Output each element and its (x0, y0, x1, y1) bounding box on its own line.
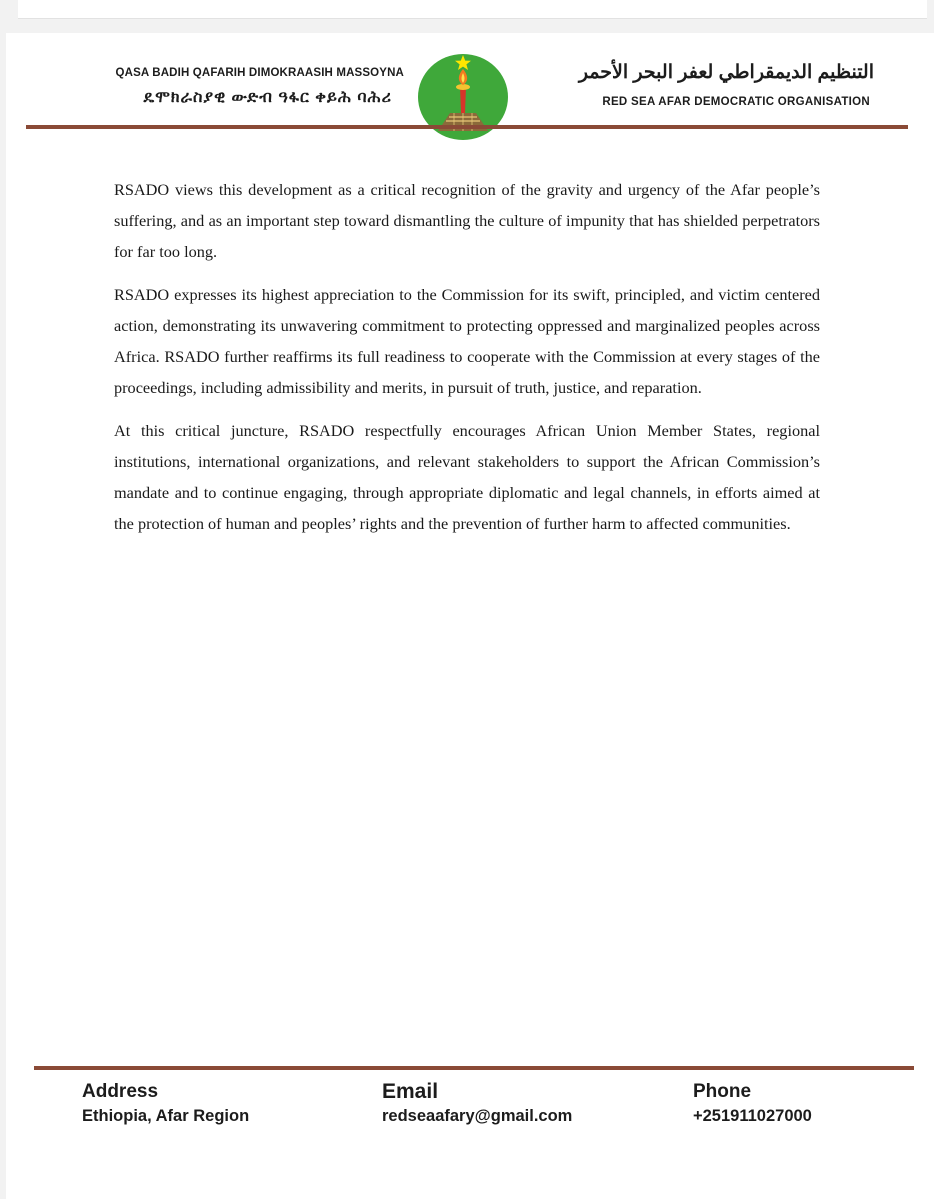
email-label: Email (382, 1080, 439, 1103)
paragraph: RSADO expresses its highest appreciation to the Commission for its swift, principled, and victim centered action, demonstrating its unwavering commitment to protecting oppressed and marginalized peoples across Africa. RSADO further reaffirms its full readiness to cooperate with the Commission at every stages of the proceedings, including admissibility and merits, in pursuit of truth, justice, and reparation. (114, 285, 820, 397)
address-label: Address (82, 1081, 159, 1102)
footer-email (382, 1080, 572, 1127)
paragraph: RSADO views this development as a critical recognition of the gravity and urgency of the Afar people’s suffering, and as an important step toward dismantling the culture of impunity that has shielded perpetrators for far too long. (114, 180, 820, 261)
header-arabic-name: التنظيم الديمقراطي لعفر البحر الأحمر (578, 62, 874, 83)
phone-label: Phone (693, 1081, 752, 1102)
email-value: redseaafary@gmail.com (382, 1107, 573, 1125)
letter-body (114, 174, 820, 551)
header-afar-name: QASA BADIH QAFARIH DIMOKRAASIH MASSOYNA (115, 67, 404, 79)
phone-value: +251911027000 (693, 1107, 812, 1125)
address-value: Ethiopia, Afar Region (82, 1107, 250, 1125)
header-divider (26, 125, 908, 129)
footer-divider (34, 1066, 914, 1070)
footer-phone (693, 1080, 812, 1127)
letter-page (6, 33, 934, 1199)
header-english-name: RED SEA AFAR DEMOCRATIC ORGANISATION (602, 96, 870, 108)
paragraph: At this critical juncture, RSADO respectfully encourages African Union Member States, regional institutions, international organizations, and relevant stakeholders to support the African Commission’s mandate and to continue engaging, through appropriate diplomatic and legal channels, in efforts aimed at the protection of human and peoples’ rights and the prevention of further harm to affected communities. (114, 421, 820, 533)
footer-address (82, 1080, 249, 1127)
header-tigrinya-name: ዴሞክራስያዊ ውድብ ዓፋር ቀይሕ ባሕሪ (143, 89, 392, 106)
previous-page-edge (18, 0, 927, 19)
